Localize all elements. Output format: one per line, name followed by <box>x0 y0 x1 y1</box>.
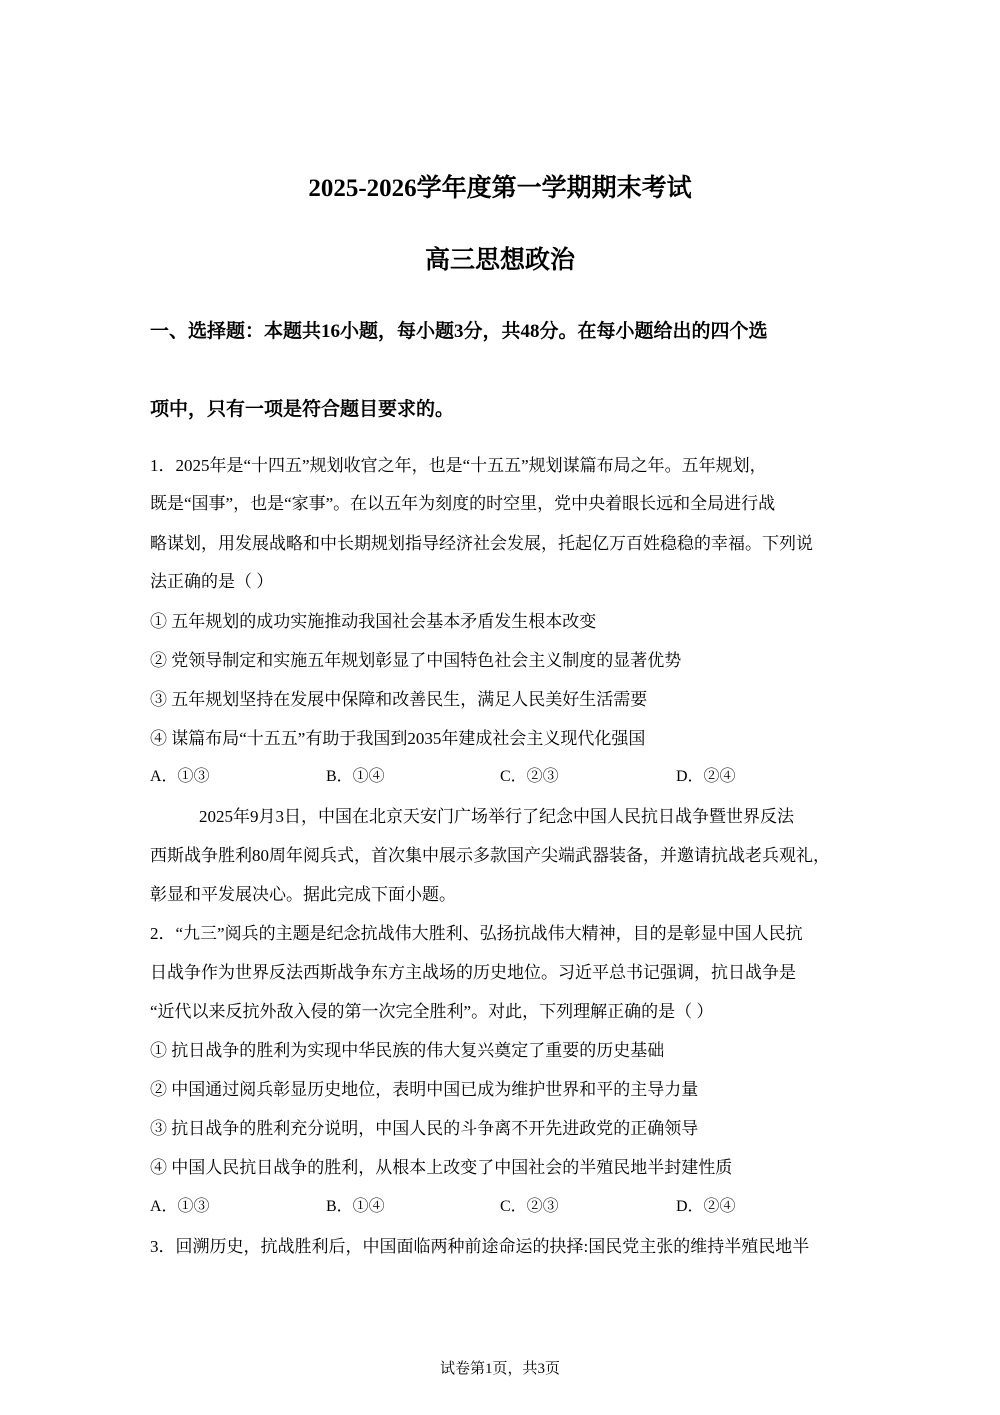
passage-line: 2025年9月3日，中国在北京天安门广场举行了纪念中国人民抗日战争暨世界反法 <box>199 807 794 826</box>
statement-item: ② 中国通过阅兵彰显历史地位，表明中国已成为维护世界和平的主导力量 <box>150 1080 699 1099</box>
exam-title: 2025-2026学年度第一学期期末考试 <box>308 175 692 202</box>
question-1-stem-line: 1．2025年是“十四五”规划收官之年，也是“十五五”规划谋篇布局之年。五年规划， <box>150 456 767 475</box>
statement-item: ② 党领导制定和实施五年规划彰显了中国特色社会主义制度的显著优势 <box>150 651 682 670</box>
statement-item: ③ 五年规划坚持在发展中保障和改善民生，满足人民美好生活需要 <box>150 690 648 709</box>
question-2-stem-line: 日战争作为世界反法西斯战争东方主战场的历史地位。习近平总书记强调，抗日战争是 <box>150 963 796 982</box>
statement-item: ① 抗日战争的胜利为实现中华民族的伟大复兴奠定了重要的历史基础 <box>150 1041 665 1060</box>
section-heading-line-1: 一、选择题：本题共16小题，每小题3分，共48分。在每小题给出的四个选 <box>150 321 768 342</box>
answer-option-b[interactable]: B．①④ <box>326 1198 385 1215</box>
statement-item: ① 五年规划的成功实施推动我国社会基本矛盾发生根本改变 <box>150 612 597 631</box>
answer-option-b[interactable]: B．①④ <box>326 768 385 785</box>
answer-option-c[interactable]: C．②③ <box>500 1198 559 1215</box>
statement-item: ④ 中国人民抗日战争的胜利，从根本上改变了中国社会的半殖民地半封建性质 <box>150 1158 733 1177</box>
answer-option-d[interactable]: D．②④ <box>676 1198 736 1215</box>
question-1-stem-line: 法正确的是（ ） <box>150 572 274 591</box>
passage-line: 彰显和平发展决心。据此完成下面小题。 <box>150 885 456 904</box>
answer-option-a[interactable]: A．①③ <box>150 1198 210 1215</box>
statement-item: ④ 谋篇布局“十五五”有助于我国到2035年建成社会主义现代化强国 <box>150 729 646 748</box>
page-footer: 试卷第1页，共3页 <box>439 1361 560 1377</box>
question-2-stem-line: “近代以来反抗外敌入侵的第一次完全胜利”。对此，下列理解正确的是（ ） <box>150 1002 714 1021</box>
answer-option-c[interactable]: C．②③ <box>500 768 559 785</box>
question-1-stem-line: 略谋划，用发展战略和中长期规划指导经济社会发展，托起亿万百姓稳稳的幸福。下列说 <box>150 534 813 553</box>
answer-option-d[interactable]: D．②④ <box>676 768 736 785</box>
question-3-stem-line: 3．回溯历史，抗战胜利后，中国面临两种前途命运的抉择:国民党主张的维持半殖民地半 <box>150 1237 810 1256</box>
passage-line: 西斯战争胜利80周年阅兵式，首次集中展示多款国产尖端武器装备，并邀请抗战老兵观礼， <box>150 846 830 865</box>
section-heading-line-2: 项中，只有一项是符合题目要求的。 <box>150 399 455 420</box>
question-1-stem-line: 既是“国事”，也是“家事”。在以五年为刻度的时空里，党中央着眼长远和全局进行战 <box>150 494 776 513</box>
answer-option-a[interactable]: A．①③ <box>150 768 210 785</box>
statement-item: ③ 抗日战争的胜利充分说明，中国人民的斗争离不开先进政党的正确领导 <box>150 1119 699 1138</box>
exam-subtitle: 高三思想政治 <box>424 247 575 274</box>
question-2-stem-line: 2．“九三”阅兵的主题是纪念抗战伟大胜利、弘扬抗战伟大精神，目的是彰显中国人民抗 <box>150 924 803 943</box>
